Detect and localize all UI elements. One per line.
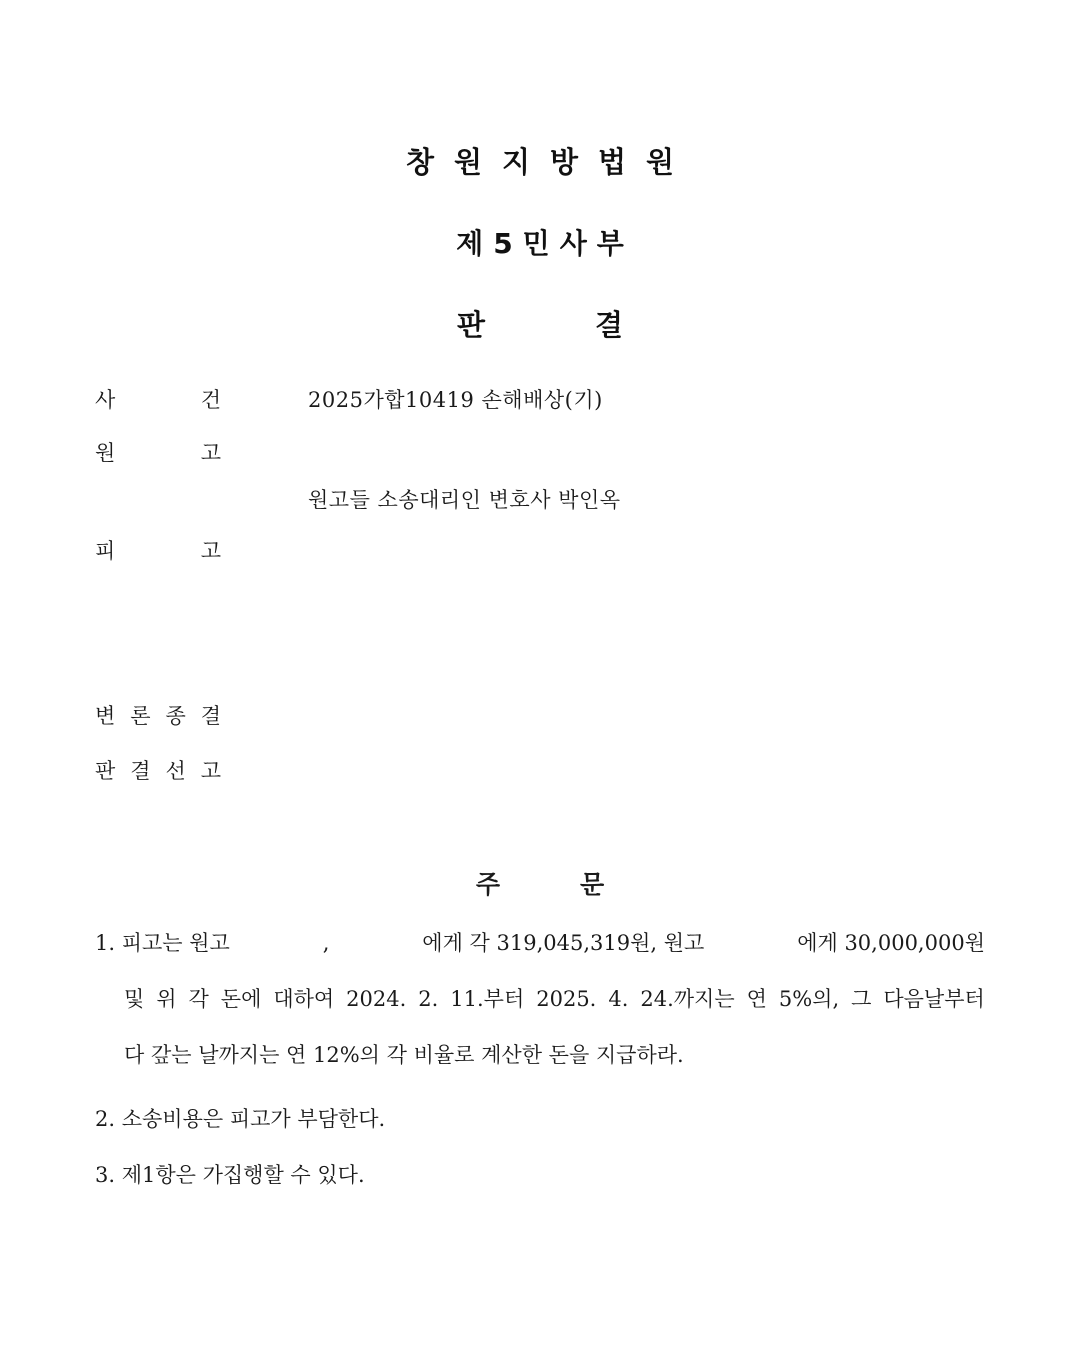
word: 2024.	[346, 987, 407, 1011]
order-item-1	[95, 926, 985, 1094]
word: 및	[124, 987, 145, 1011]
judgment-title: 판결	[456, 308, 734, 342]
label-char: 피	[95, 539, 116, 563]
sentence-label	[95, 754, 221, 788]
word: 11.부터	[450, 987, 525, 1011]
counsel-value: 원고들 소송대리인 변호사 박인옥	[308, 488, 621, 512]
word: 위	[156, 987, 177, 1011]
word: 5%의,	[778, 987, 840, 1011]
court-name: 창원지방법원	[405, 145, 695, 179]
order-item-1-line-2	[95, 982, 985, 1038]
word: 대하여	[273, 987, 335, 1011]
order-item-1-line-1	[95, 926, 985, 982]
order-item-3	[95, 1158, 985, 1214]
order-item-2	[95, 1102, 985, 1158]
label-char: 선	[165, 759, 186, 783]
label-char: 결	[130, 759, 151, 783]
word: 4.	[608, 987, 629, 1011]
plaintiff-row	[0, 436, 1080, 470]
plaintiff-label	[95, 436, 221, 470]
counsel-row	[0, 483, 1080, 517]
case-value: 2025가합10419 손해배상(기)	[308, 388, 603, 412]
label-char: 고	[200, 441, 221, 465]
closing-row	[0, 699, 1080, 733]
label-char: 건	[200, 388, 221, 412]
word: 돈에	[220, 987, 262, 1011]
word: 2.	[418, 987, 439, 1011]
label-char: 원	[95, 441, 116, 465]
closing-label	[95, 699, 221, 733]
word: 연	[746, 987, 767, 1011]
label-char: 결	[200, 704, 221, 728]
order-item-1-part-2: ,	[322, 931, 330, 955]
order-item-1-part-4: 에게 30,000,000원	[797, 931, 985, 955]
label-char: 판	[95, 759, 116, 783]
order-item-1-line-3: 다 갚는 날까지는 연 12%의 각 비율로 계산한 돈을 지급하라.	[124, 1043, 684, 1067]
order-item-1-part-1: 1. 피고는 원고	[95, 931, 230, 955]
order-item-3-line: 3. 제1항은 가집행할 수 있다.	[95, 1163, 365, 1187]
order-item-1-part-3: 에게 각 319,045,319원, 원고	[422, 931, 705, 955]
word: 다음날부터	[883, 987, 985, 1011]
label-char: 고	[200, 539, 221, 563]
defendant-label	[95, 534, 221, 568]
order-item-2-line: 2. 소송비용은 피고가 부담한다.	[95, 1107, 386, 1131]
label-char: 사	[95, 388, 116, 412]
label-char: 론	[130, 704, 151, 728]
case-label	[95, 383, 221, 417]
word: 2025.	[536, 987, 597, 1011]
word: 그	[851, 987, 872, 1011]
division-name: 제5민사부	[456, 227, 634, 260]
word: 각	[188, 987, 209, 1011]
label-char: 종	[165, 704, 186, 728]
order-title: 주문	[475, 870, 685, 899]
label-char: 변	[95, 704, 116, 728]
label-char: 고	[200, 759, 221, 783]
word: 24.까지는	[640, 987, 735, 1011]
defendant-row	[0, 534, 1080, 568]
case-row	[0, 383, 1080, 417]
sentence-row	[0, 754, 1080, 788]
